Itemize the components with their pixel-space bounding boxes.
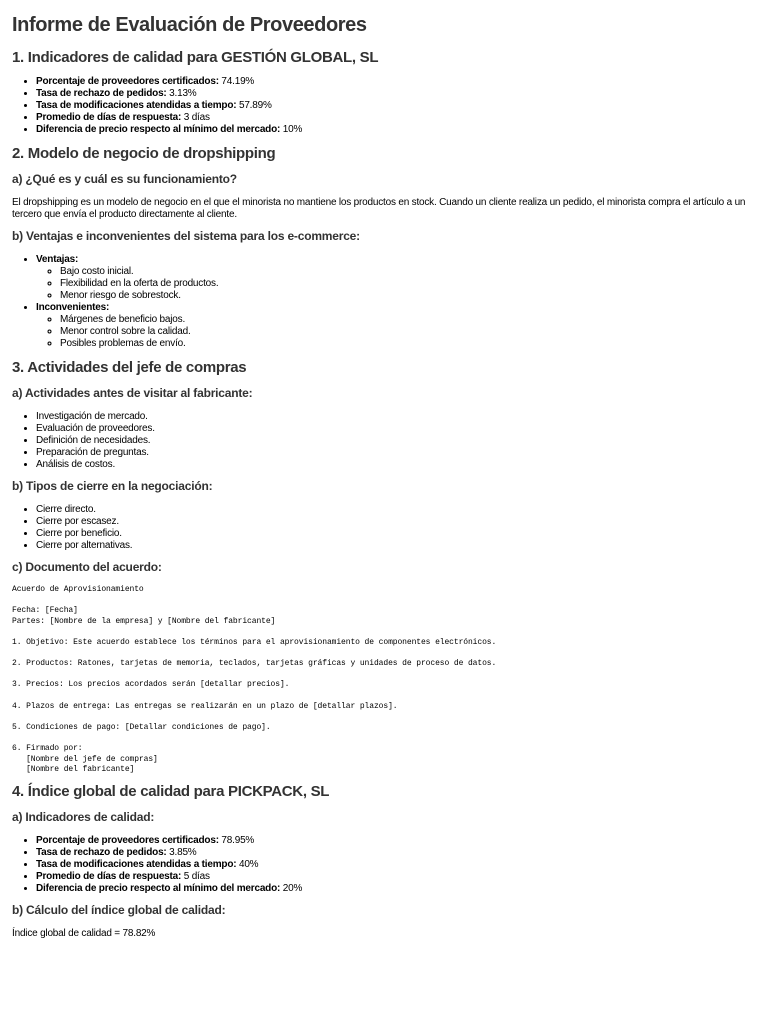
section-3-heading: 3. Actividades del jefe de compras — [12, 359, 247, 376]
list-item: ◦ Menor riesgo de sobrestock. — [60, 290, 756, 302]
indicator-label: Diferencia de precio respecto al mínimo del mercado: — [36, 124, 281, 135]
quality-index-result: Índice global de calidad = 78.82% — [12, 927, 156, 939]
section-2-heading: 2. Modelo de negocio de dropshipping — [12, 145, 276, 162]
indicator-value: 3 días — [181, 112, 210, 123]
list-item: • Cierre por alternativas. — [36, 540, 756, 552]
indicator-value: 78.95% — [218, 834, 255, 846]
page-title: Informe de Evaluación de Proveedores — [12, 14, 367, 36]
ventajas-list — [36, 266, 756, 302]
list-item — [36, 76, 756, 88]
list-item: • Investigación de mercado. — [36, 411, 756, 423]
list-item — [36, 835, 756, 847]
indicator-value: 3.85% — [166, 846, 197, 858]
section-1-heading: 1. Indicadores de calidad para GESTIÓN GLOBAL, SL — [12, 49, 379, 66]
list-item — [36, 302, 756, 350]
indicator-label: Porcentaje de proveedores certificados: — [36, 834, 219, 846]
indicator-value: 57.89% — [236, 100, 272, 111]
list-item — [36, 883, 756, 895]
list-item: • Análisis de costos. — [36, 459, 756, 471]
s3-c-heading: c) Documento del acuerdo: — [12, 560, 162, 574]
s1-indicator-list — [12, 76, 756, 136]
s3-activities-list — [12, 411, 756, 471]
indicator-label: Promedio de días de respuesta: — [36, 112, 182, 123]
list-item: • Evaluación de proveedores. — [36, 423, 756, 435]
ventajas-label: Ventajas: — [36, 254, 79, 265]
s2-b-heading: b) Ventajas e inconvenientes del sistema para los e-commerce: — [12, 229, 360, 243]
indicator-value: 3.13% — [166, 88, 197, 99]
list-item: ◦ Posibles problemas de envío. — [60, 338, 756, 350]
inconvenientes-label: Inconvenientes: — [36, 302, 110, 313]
list-item: • Cierre por beneficio. — [36, 528, 756, 540]
indicator-label: Tasa de modificaciones atendidas a tiempo: — [36, 100, 237, 111]
s2-a-heading: a) ¿Qué es y cuál es su funcionamiento? — [12, 172, 237, 186]
indicator-value: 74.19% — [218, 76, 255, 87]
s3-closing-list — [12, 504, 756, 552]
list-item: ◦ Menor control sobre la calidad. — [60, 326, 756, 338]
inconvenientes-list — [36, 314, 756, 350]
indicator-value: 5 días — [181, 870, 210, 882]
indicator-label: Tasa de rechazo de pedidos: — [36, 846, 167, 858]
list-item — [36, 100, 756, 112]
s3-b-heading: b) Tipos de cierre en la negociación: — [12, 479, 213, 493]
list-item — [36, 871, 756, 883]
pros-cons-list — [12, 254, 756, 350]
list-item — [36, 112, 756, 124]
list-item: • Cierre por escasez. — [36, 516, 756, 528]
s3-a-heading: a) Actividades antes de visitar al fabricante: — [12, 386, 253, 400]
s4-indicator-list — [12, 835, 756, 895]
list-item: • Definición de necesidades. — [36, 435, 756, 447]
list-item — [36, 859, 756, 871]
list-item: ◦ Bajo costo inicial. — [60, 266, 756, 278]
s4-a-heading: a) Indicadores de calidad: — [12, 809, 155, 824]
list-item: • Preparación de preguntas. — [36, 447, 756, 459]
list-item — [36, 124, 756, 136]
section-4-heading: 4. Índice global de calidad para PICKPACK, SL — [12, 782, 330, 800]
s4-b-heading: b) Cálculo del índice global de calidad: — [12, 902, 226, 917]
list-item: ◦ Flexibilidad en la oferta de productos. — [60, 278, 756, 290]
list-item — [36, 88, 756, 100]
indicator-label: Promedio de días de respuesta: — [36, 870, 182, 882]
list-item — [36, 254, 756, 302]
indicator-label: Diferencia de precio respecto al mínimo del mercado: — [36, 882, 281, 894]
indicator-label: Tasa de modificaciones atendidas a tiempo: — [36, 858, 237, 870]
list-item — [36, 847, 756, 859]
agreement-document: Acuerdo de Aprovisionamiento Fecha: [Fecha] Partes: [Nombre de la empresa] y [Nombre del fabricante] 1. Objetivo: Este acuerdo establece los términos para el aprovisionamiento de componentes electrónicos. 2. Productos: Ratones, tarjetas de memoria, teclados, tarjetas gráficas y unidades de proceso de datos. 3. Precios: Los precios acordados serán [detallar precios]. 4. Plazos de entrega: Las entregas se realizarán en un plazo de [detallar plazos]. 5. Condiciones de pago: [Detallar condiciones de pago]. 6. Firmado por: [Nombre del jefe de compras] [Nombre del fabricante] — [12, 585, 497, 775]
indicator-value: 10% — [280, 124, 303, 135]
indicator-label: Tasa de rechazo de pedidos: — [36, 88, 167, 99]
indicator-value: 20% — [280, 882, 303, 894]
indicator-label: Porcentaje de proveedores certificados: — [36, 76, 219, 87]
indicator-value: 40% — [236, 858, 259, 870]
list-item: ◦ Márgenes de beneficio bajos. — [60, 314, 756, 326]
list-item: • Cierre directo. — [36, 504, 756, 516]
s2-a-paragraph: El dropshipping es un modelo de negocio en el que el minorista no mantiene los productos en stock. Cuando un cliente realiza un pedido, el minorista compra el artículo a un tercero que envía el producto directamente al cliente. — [12, 197, 746, 220]
